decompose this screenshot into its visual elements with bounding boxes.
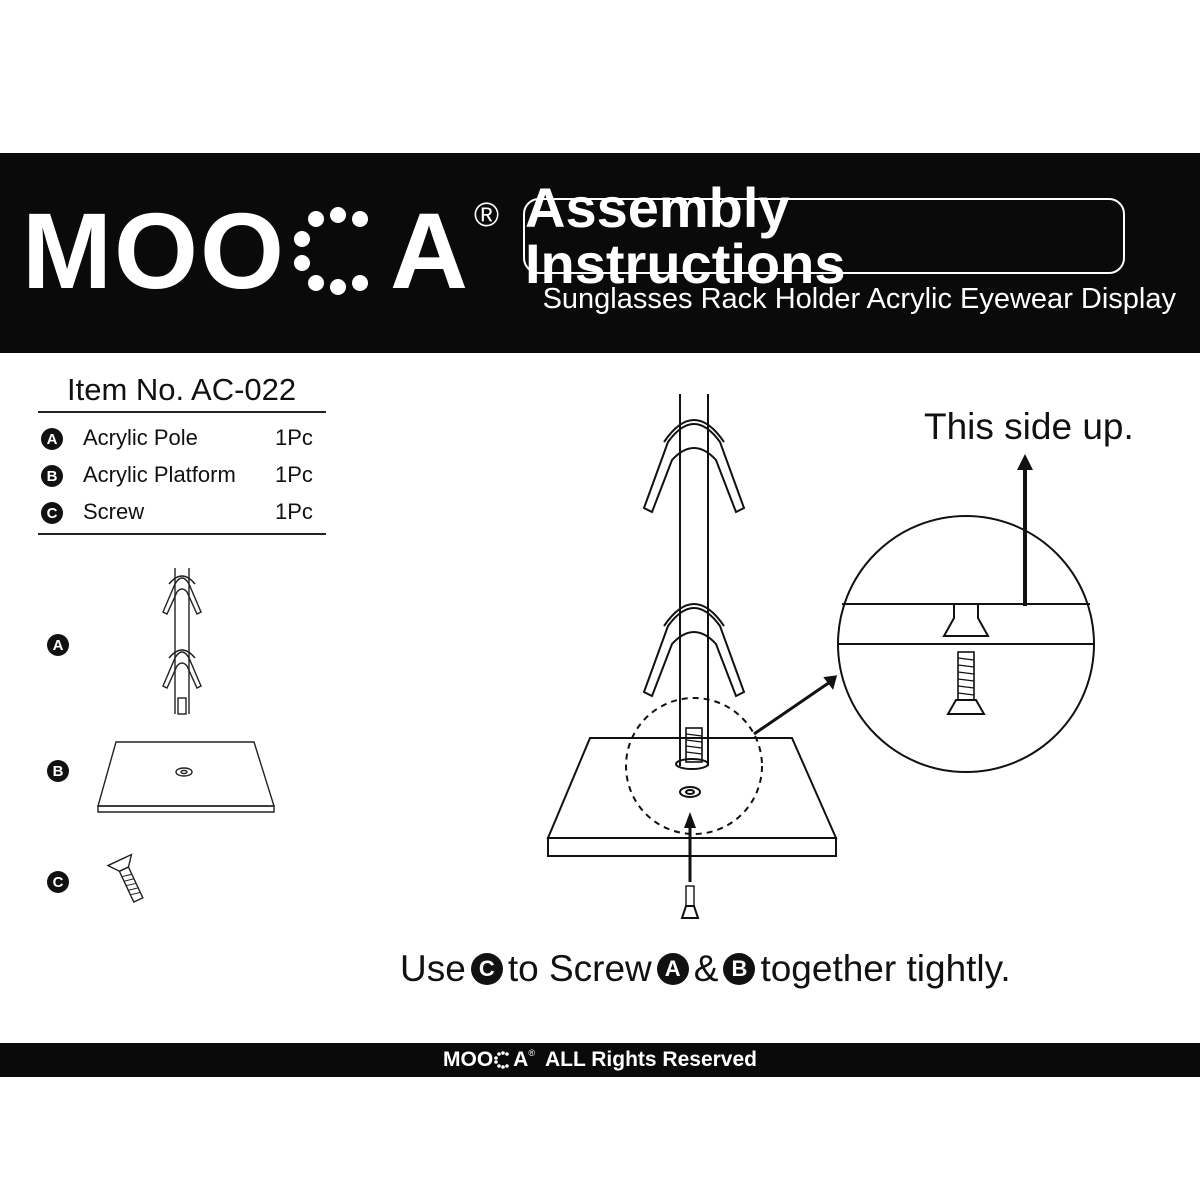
- footer-brand-prefix: MOO: [443, 1048, 494, 1071]
- footer-band: [0, 1043, 1200, 1077]
- caption-badge-a-icon: A: [657, 953, 689, 985]
- part-qty: 1Pc: [275, 499, 313, 524]
- part-name: Acrylic Pole: [83, 425, 198, 450]
- page-subtitle: Sunglasses Rack Holder Acrylic Eyewear Display: [542, 283, 1176, 315]
- caption-to-screw: to Screw: [507, 948, 652, 989]
- parts-bottom-rule: [38, 533, 326, 535]
- registered-mark: ®: [473, 196, 502, 234]
- badge-c-icon: C: [41, 502, 63, 524]
- parts-row: [38, 498, 326, 528]
- parts-row: [38, 461, 326, 491]
- badge-b-icon: B: [41, 465, 63, 487]
- side-up-arrow-icon: [1015, 450, 1035, 610]
- footer-registered-mark: ®: [528, 1048, 535, 1058]
- brand-logo-prefix: MOO: [22, 190, 286, 311]
- brand-dots-c-icon: [292, 205, 384, 297]
- side-badge-a-icon: A: [47, 634, 69, 656]
- part-name: Screw: [83, 499, 145, 524]
- zoom-detail-circle: [836, 514, 1096, 774]
- part-name: Acrylic Platform: [83, 462, 236, 487]
- small-screw-illustration: [104, 852, 154, 908]
- small-platform-illustration: [94, 738, 284, 818]
- part-qty: 1Pc: [275, 425, 313, 450]
- small-pole-illustration: [143, 562, 223, 722]
- caption-badge-b-icon: B: [723, 953, 755, 985]
- brand-logo-suffix: A: [389, 190, 470, 311]
- caption-use: Use: [400, 948, 466, 989]
- footer-dots-c-icon: [494, 1051, 512, 1069]
- caption-badge-c-icon: C: [471, 953, 503, 985]
- badge-a-icon: A: [41, 428, 63, 450]
- caption-together: together tightly.: [760, 948, 1011, 989]
- brand-logo: [22, 190, 502, 311]
- parts-top-rule: [38, 411, 326, 413]
- item-number: Item No. AC-022: [67, 372, 297, 407]
- footer-brand: [443, 1048, 528, 1072]
- footer-brand-suffix: A: [513, 1048, 529, 1071]
- part-qty: 1Pc: [275, 462, 313, 487]
- assembly-caption: [398, 948, 1013, 990]
- page-title: Assembly Instructions: [523, 198, 1125, 274]
- caption-amp: &: [693, 948, 719, 989]
- side-badge-c-icon: C: [47, 871, 69, 893]
- parts-row: [38, 424, 326, 454]
- side-up-label: This side up.: [924, 406, 1134, 447]
- side-badge-b-icon: B: [47, 760, 69, 782]
- footer-rights-text: ALL Rights Reserved: [544, 1048, 757, 1071]
